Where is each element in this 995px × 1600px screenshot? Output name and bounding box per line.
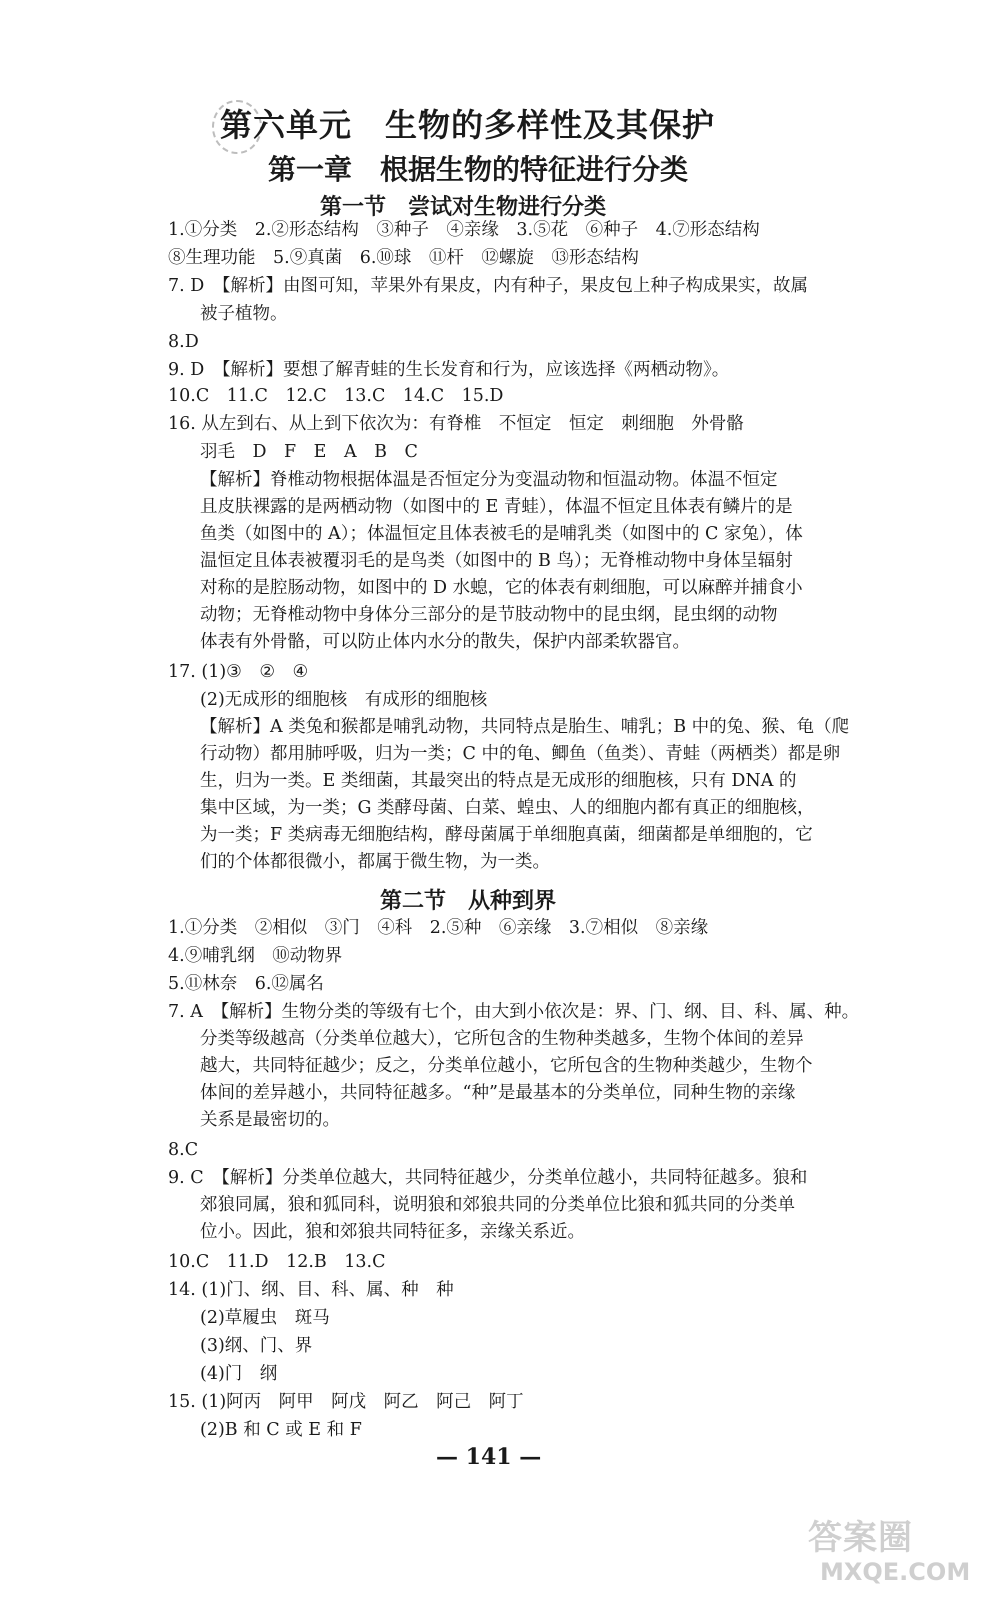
answer-line: (2)草履虫 斑马	[200, 1308, 330, 1328]
answer-line: (2)无成形的细胞核 有成形的细胞核	[200, 690, 488, 710]
answer-line: 14. (1)门、纲、目、科、属、种 种	[168, 1280, 454, 1300]
explanation-line: 位小。因此，狼和郊狼共同特征多，亲缘关系近。	[200, 1222, 585, 1242]
section-title-1: 第一节 尝试对生物进行分类	[320, 195, 607, 220]
explanation-line: 行动物）都用肺呼吸，归为一类；C 中的龟、鲫鱼（鱼类）、青蛙（两栖类）都是卵	[200, 744, 841, 764]
answer-line: 4.⑨哺乳纲 ⑩动物界	[168, 946, 343, 966]
explanation-line: 动物；无脊椎动物中身体分三部分的是节肢动物中的昆虫纲，昆虫纲的动物	[200, 605, 778, 625]
answer-line: 1.①分类 ②相似 ③门 ④科 2.⑤种 ⑥亲缘 3.⑦相似 ⑧亲缘	[168, 918, 709, 938]
answer-line: 9. C 【解析】分类单位越大，共同特征越少，分类单位越小，共同特征越多。狼和	[168, 1168, 808, 1188]
explanation-line: 分类等级越高（分类单位越大），它所包含的生物种类越多，生物个体间的差异	[200, 1029, 804, 1049]
explanation-line: 为一类；F 类病毒无细胞结构，酵母菌属于单细胞真菌，细菌都是单细胞的，它	[200, 825, 813, 845]
answer-line: 8.D	[168, 332, 199, 352]
answer-line: 9. D 【解析】要想了解青蛙的生长发育和行为，应该选择《两栖动物》。	[168, 360, 730, 380]
answer-line: 16. 从左到右、从上到下依次为：有脊椎 不恒定 恒定 刺细胞 外骨骼	[168, 414, 744, 434]
unit-title: 第六单元 生物的多样性及其保护	[220, 106, 716, 144]
page-number: — 141 —	[436, 1444, 542, 1470]
answer-line: 羽毛 D F E A B C	[200, 442, 418, 462]
explanation-line: 们的个体都很微小，都属于微生物，为一类。	[200, 852, 550, 872]
chapter-title: 第一章 根据生物的特征进行分类	[268, 153, 689, 186]
answer-line: 10.C 11.C 12.C 13.C 14.C 15.D	[168, 386, 504, 406]
answer-line: (2)B 和 C 或 E 和 F	[200, 1420, 362, 1440]
explanation-line: 关系是最密切的。	[200, 1110, 340, 1130]
answer-line: 1.①分类 2.②形态结构 ③种子 ④亲缘 3.⑤花 ⑥种子 4.⑦形态结构	[168, 220, 760, 240]
explanation-line: 体表有外骨骼，可以防止体内水分的散失，保护内部柔软器官。	[200, 632, 690, 652]
watermark-logo: 答案圈	[808, 1518, 913, 1558]
answer-line: 5.⑪林奈 6.⑫属名	[168, 974, 324, 994]
answer-line: 17. (1)③ ② ④	[168, 662, 309, 682]
answer-line: 8.C	[168, 1140, 199, 1160]
answer-line: 15. (1)阿丙 阿甲 阿戊 阿乙 阿己 阿丁	[168, 1392, 524, 1412]
explanation-line: 越大，共同特征越少；反之，分类单位越小，它所包含的生物种类越少，生物个	[200, 1056, 813, 1076]
answer-line: (4)门 纲	[200, 1364, 278, 1384]
explanation-line: 鱼类（如图中的 A）；体温恒定且体表被毛的是哺乳类（如图中的 C 家兔），体	[200, 524, 803, 544]
watermark-url: MXQE.COM	[820, 1558, 971, 1586]
answer-line: (3)纲、门、界	[200, 1336, 313, 1356]
explanation-line: 【解析】脊椎动物根据体温是否恒定分为变温动物和恒温动物。体温不恒定	[200, 470, 778, 490]
answer-line: 被子植物。	[200, 304, 288, 324]
answer-line: 10.C 11.D 12.B 13.C	[168, 1252, 386, 1272]
answer-line: 7. A 【解析】生物分类的等级有七个，由大到小依次是：界、门、纲、目、科、属、种。	[168, 1002, 860, 1022]
explanation-line: 且皮肤裸露的是两栖动物（如图中的 E 青蛙），体温不恒定且体表有鳞片的是	[200, 497, 793, 517]
explanation-line: 体间的差异越小，共同特征越多。“种”是最基本的分类单位，同种生物的亲缘	[200, 1083, 796, 1103]
explanation-line: 【解析】A 类兔和猴都是哺乳动物，共同特点是胎生、哺乳；B 中的兔、猴、龟（爬	[200, 717, 850, 737]
section-title-2: 第二节 从种到界	[380, 889, 557, 914]
explanation-line: 对称的是腔肠动物，如图中的 D 水螅，它的体表有刺细胞，可以麻醉并捕食小	[200, 578, 803, 598]
explanation-line: 生，归为一类。E 类细菌，其最突出的特点是无成形的细胞核，只有 DNA 的	[200, 771, 797, 791]
explanation-line: 集中区域，为一类；G 类酵母菌、白菜、蝗虫、人的细胞内都有真正的细胞核，	[200, 798, 815, 818]
explanation-line: 温恒定且体表被覆羽毛的是鸟类（如图中的 B 鸟）；无脊椎动物中身体呈辐射	[200, 551, 793, 571]
answer-line: ⑧生理功能 5.⑨真菌 6.⑩球 ⑪杆 ⑫螺旋 ⑬形态结构	[168, 248, 639, 268]
answer-line: 7. D 【解析】由图可知，苹果外有果皮，内有种子，果皮包上种子构成果实，故属	[168, 276, 809, 296]
explanation-line: 郊狼同属，狼和狐同科，说明狼和郊狼共同的分类单位比狼和狐共同的分类单	[200, 1195, 795, 1215]
